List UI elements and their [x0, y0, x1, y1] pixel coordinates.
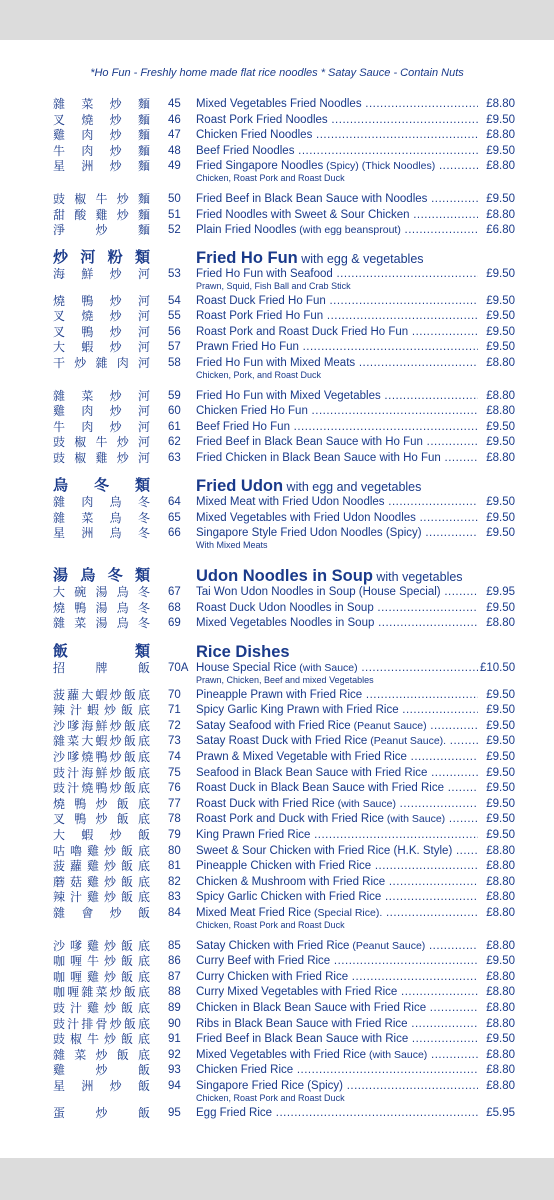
item-description: Satay Roast Duck with Fried Rice (Peanut Sauce). ..... [196, 734, 478, 748]
item-price: £8.80 [486, 405, 515, 418]
item-number: 59 [168, 389, 181, 402]
item-number: 74 [168, 751, 181, 763]
item-description: Fried Chicken in Black Bean Sauce with Ho Fun ..... [196, 451, 478, 465]
item-number: 55 [168, 310, 181, 323]
menu-item[interactable] [0, 293, 554, 309]
item-description: Egg Fried Rice ..... [196, 1106, 478, 1120]
item-number: 90 [168, 1017, 181, 1030]
item-price: £8.80 [486, 986, 515, 999]
item-chinese-name: 咖喱牛炒飯底 [53, 954, 150, 969]
item-description: Roast Duck Udon Noodles in Soup ..... [196, 601, 478, 615]
item-number: 45 [168, 98, 181, 110]
item-description: Spicy Garlic King Prawn with Fried Rice ..... [196, 703, 478, 717]
menu-item[interactable] [0, 874, 554, 890]
item-description: Singapore Fried Rice (Spicy) ..... [196, 1079, 478, 1093]
item-chinese-name: 豉椒牛炒麵 [53, 192, 150, 206]
item-number: 81 [168, 860, 181, 873]
item-number: 60 [168, 405, 181, 418]
item-price: £9.50 [486, 719, 515, 732]
item-chinese-name: 雜菜炒飯底 [53, 1047, 150, 1062]
item-number: 66 [168, 527, 181, 540]
item-price: £9.50 [486, 294, 515, 307]
item-number: 63 [168, 452, 181, 464]
section-title: Rice Dishes [196, 643, 290, 661]
item-price: £9.50 [486, 797, 515, 810]
item-description: Tai Won Udon Noodles in Soup (House Special) ..... [196, 585, 478, 599]
item-price: £8.80 [486, 208, 515, 221]
item-description: Fried Beef in Black Bean Sauce with Ho Fun ..... [196, 435, 478, 449]
item-description: Satay Seafood with Fried Rice (Peanut Sauce) ..... [196, 719, 478, 733]
item-number: 82 [168, 875, 181, 888]
item-chinese-name: 雜肉烏冬 [53, 495, 150, 509]
item-chinese-name: 大碗湯烏冬 [53, 585, 150, 599]
menu-item[interactable] [0, 889, 554, 905]
menu-item[interactable] [0, 207, 554, 223]
item-number: 56 [168, 325, 181, 338]
item-price: £8.80 [486, 1080, 515, 1092]
menu-item[interactable] [0, 494, 554, 510]
item-price: £8.80 [486, 1002, 515, 1014]
menu-item[interactable] [0, 127, 554, 143]
item-price: £9.95 [486, 586, 515, 598]
item-number: 78 [168, 813, 181, 826]
item-number: 61 [168, 420, 181, 433]
item-price: £9.50 [486, 782, 515, 795]
item-number: 71 [168, 704, 181, 717]
item-description: Curry Chicken with Fried Rice ..... [196, 970, 478, 984]
menu-item[interactable] [0, 1078, 554, 1094]
menu-item[interactable] [0, 1031, 554, 1047]
item-chinese-name: 星洲炒飯 [53, 1079, 150, 1093]
item-description: Curry Mixed Vegetables with Fried Rice ..... [196, 985, 478, 999]
item-number: 53 [168, 268, 181, 280]
menu-item[interactable] [0, 308, 554, 324]
item-price: £8.80 [486, 357, 515, 369]
menu-item[interactable] [0, 827, 554, 843]
menu-item[interactable] [0, 733, 554, 749]
menu-item[interactable] [0, 858, 554, 874]
menu-item[interactable] [0, 1000, 554, 1016]
item-chinese-name: 牛肉炒河 [53, 419, 150, 434]
item-price: £8.80 [486, 389, 515, 402]
item-number: 47 [168, 129, 181, 142]
item-number: 64 [168, 496, 181, 508]
item-price: £8.80 [486, 129, 515, 142]
item-price: £9.50 [486, 268, 515, 280]
item-price: £9.50 [486, 751, 515, 763]
menu-item[interactable] [0, 796, 554, 812]
item-chinese-name: 沙嗲海鮮炒飯底 [53, 718, 150, 733]
item-chinese-name: 咖喱雜菜炒飯底 [53, 985, 150, 1000]
item-chinese-name: 雞炒飯 [53, 1063, 150, 1078]
menu-item[interactable] [0, 600, 554, 616]
item-chinese-name: 叉燒炒河 [53, 309, 150, 324]
item-description: Plain Fried Noodles (with egg beansprout) ..... [196, 223, 478, 237]
item-chinese-name: 蛋炒飯 [53, 1105, 150, 1120]
item-chinese-name: 雞肉炒麵 [53, 128, 150, 143]
menu-item[interactable] [0, 355, 554, 371]
item-price: £9.50 [486, 813, 515, 826]
item-description: House Special Rice (with Sauce) ..... [196, 661, 478, 675]
menu-item[interactable] [0, 96, 554, 112]
item-chinese-name: 招牌飯 [53, 661, 150, 675]
item-number: 65 [168, 511, 181, 524]
item-description: Fried Ho Fun with Mixed Meats ..... [196, 356, 478, 370]
item-number: 70 [168, 688, 181, 701]
item-detail: Chicken, Roast Pork and Roast Duck [196, 173, 345, 183]
item-number: 46 [168, 113, 181, 126]
item-chinese-name: 豉椒牛炒河 [53, 435, 150, 450]
item-number: 58 [168, 357, 181, 369]
item-description: Singapore Style Fried Udon Noodles (Spicy) ..... [196, 526, 478, 540]
item-price: £8.80 [486, 1017, 515, 1030]
section-subtitle: with vegetables [372, 570, 463, 584]
item-price: £9.50 [486, 704, 515, 717]
item-price: £8.80 [486, 98, 515, 110]
item-chinese-name: 菠蘿雞炒飯底 [53, 859, 150, 874]
menu-item[interactable] [0, 191, 554, 207]
item-price: £8.80 [486, 891, 515, 904]
item-number: 75 [168, 766, 181, 779]
item-chinese-name: 雜菜炒麵 [53, 97, 150, 111]
item-chinese-name: 豉汁燒鴨炒飯底 [53, 781, 150, 796]
item-number: 51 [168, 208, 181, 221]
menu-item[interactable] [0, 811, 554, 827]
menu-item[interactable] [0, 112, 554, 128]
section-subtitle: with egg and vegetables [283, 480, 422, 494]
item-chinese-name: 雞肉炒河 [53, 404, 150, 419]
item-note: (with Sauce) [334, 797, 396, 810]
item-note: (Peanut Sauce) [349, 939, 426, 952]
item-description: Chicken in Black Bean Sauce with Fried Rice ..... [196, 1001, 478, 1015]
item-note: (with Sauce) [383, 813, 446, 826]
item-note: (Peanut Sauce) [350, 719, 427, 732]
menu-item[interactable] [0, 158, 554, 174]
item-price: £6.80 [486, 224, 515, 237]
item-detail: Chicken, Roast Pork and Roast Duck [196, 919, 345, 930]
item-price: £8.80 [486, 860, 515, 873]
item-price: £9.50 [486, 436, 515, 449]
item-chinese-name: 豉汁海鮮炒飯底 [53, 765, 150, 780]
item-number: 92 [168, 1048, 181, 1061]
item-number: 54 [168, 294, 181, 307]
item-price: £9.50 [486, 310, 515, 323]
item-description: Fried Ho Fun with Mixed Vegetables ..... [196, 389, 478, 403]
item-detail: With Mixed Meats [196, 539, 268, 550]
item-chinese-name: 蘑菇雞炒飯底 [53, 874, 150, 889]
menu-item[interactable] [0, 434, 554, 450]
bottom-bar [0, 1158, 554, 1200]
item-number: 79 [168, 829, 181, 841]
item-chinese-name: 燒鴨炒河 [53, 293, 150, 308]
item-chinese-name: 燒鴨湯烏冬 [53, 600, 150, 615]
item-price: £8.80 [486, 875, 515, 888]
item-detail: Prawn, Chicken, Beef and mixed Vegetables [196, 674, 374, 685]
item-price: £8.80 [486, 617, 515, 630]
item-chinese-name: 星洲烏冬 [53, 526, 150, 541]
item-description: Satay Chicken with Fried Rice (Peanut Sauce) ..... [196, 939, 478, 953]
menu-item[interactable] [0, 266, 554, 282]
item-note: (Peanut Sauce). [367, 735, 447, 748]
menu-item[interactable] [0, 1047, 554, 1063]
item-description: Ribs in Black Bean Sauce with Fried Rice ..... [196, 1017, 478, 1031]
item-number: 80 [168, 844, 181, 857]
section-chinese-title: 烏冬類 [53, 477, 150, 494]
item-price: £10.50 [480, 662, 516, 674]
item-chinese-name: 大蝦炒河 [53, 340, 150, 355]
item-number: 72 [168, 719, 181, 732]
menu-item[interactable] [0, 143, 554, 159]
item-price: £8.80 [486, 907, 515, 919]
item-price: £8.80 [486, 160, 515, 173]
item-chinese-name: 叉燒炒麵 [53, 112, 150, 127]
item-note: (with Sauce) [366, 1048, 428, 1061]
item-chinese-name: 雜菜大蝦炒飯底 [53, 734, 150, 749]
item-number: 91 [168, 1033, 181, 1046]
menu-item[interactable] [0, 615, 554, 631]
menu-item[interactable] [0, 525, 554, 541]
item-description: Fried Noodles with Sweet & Sour Chicken ..... [196, 208, 478, 222]
item-description: Beef Fried Noodles ..... [196, 144, 478, 158]
section-chinese-title: 湯烏冬類 [53, 567, 150, 584]
item-description: Pineapple Prawn with Fried Rice ..... [196, 688, 478, 702]
menu-item[interactable] [0, 584, 554, 600]
item-number: 77 [168, 797, 181, 810]
item-description: Roast Duck with Fried Rice (with Sauce) ..... [196, 797, 478, 811]
menu-item[interactable] [0, 765, 554, 781]
item-description: Chicken Fried Noodles ..... [196, 128, 478, 142]
item-chinese-name: 辣汁蝦炒飯底 [53, 703, 150, 718]
item-price: £8.80 [486, 1064, 515, 1077]
item-price: £9.50 [486, 193, 515, 205]
item-price: £9.50 [486, 341, 515, 354]
item-chinese-name: 雜菜湯烏冬 [53, 616, 150, 631]
menu-item[interactable] [0, 749, 554, 765]
item-chinese-name: 牛肉炒麵 [53, 143, 150, 158]
item-description: Mixed Meat Fried Rice (Special Rice). ..... [196, 906, 478, 920]
menu-item[interactable] [0, 938, 554, 954]
item-description: Roast Pork and Roast Duck Fried Ho Fun ..... [196, 325, 478, 339]
item-chinese-name: 辣汁雞炒飯底 [53, 890, 150, 905]
item-chinese-name: 大蝦炒飯 [53, 828, 150, 842]
item-price: £9.50 [486, 511, 515, 524]
item-number: 68 [168, 601, 181, 614]
section-subtitle: with egg & vegetables [297, 252, 424, 266]
item-chinese-name: 咕嚕雞炒飯底 [53, 843, 150, 858]
item-number: 62 [168, 436, 181, 449]
item-description: Seafood in Black Bean Sauce with Fried Rice ..... [196, 766, 478, 780]
item-description: Roast Pork and Duck with Fried Rice (with Sauce) ..... [196, 812, 478, 826]
item-description: Curry Beef with Fried Rice ..... [196, 954, 478, 968]
item-price: £9.50 [486, 144, 515, 157]
item-chinese-name: 淨炒麵 [53, 223, 150, 238]
menu-item[interactable] [0, 450, 554, 466]
item-price: £9.50 [486, 496, 515, 508]
menu-item[interactable] [0, 905, 554, 921]
menu-item[interactable] [0, 1062, 554, 1078]
item-number: 70A [168, 662, 189, 674]
item-description: Sweet & Sour Chicken with Fried Rice (H.K. Style) ..... [196, 844, 478, 858]
item-detail: Prawn, Squid, Fish Ball and Crab Stick [196, 280, 351, 291]
item-chinese-name: 干炒雜肉河 [53, 356, 150, 370]
item-number: 83 [168, 891, 181, 904]
item-price: £9.50 [486, 113, 515, 126]
item-chinese-name: 叉鴨炒飯底 [53, 812, 150, 827]
item-price: £8.80 [486, 452, 515, 464]
item-description: Roast Pork Fried Noodles ..... [196, 113, 478, 127]
item-price: £9.50 [486, 766, 515, 779]
item-number: 85 [168, 939, 181, 952]
menu-item[interactable] [0, 1105, 554, 1121]
item-description: Prawn Fried Ho Fun ..... [196, 340, 478, 354]
item-price: £8.80 [486, 939, 515, 952]
menu-item[interactable] [0, 324, 554, 340]
item-description: Mixed Vegetables Noodles in Soup ..... [196, 616, 478, 630]
item-detail: Chicken, Pork, and Roast Duck [196, 369, 322, 380]
item-chinese-name: 叉鴨炒河 [53, 324, 150, 339]
menu-item[interactable] [0, 687, 554, 703]
item-number: 52 [168, 224, 181, 237]
menu-item[interactable] [0, 843, 554, 859]
section-title: Fried Udon with egg and vegetables [196, 477, 422, 495]
item-price: £8.80 [486, 970, 515, 983]
item-chinese-name: 豉汁排骨炒飯底 [53, 1016, 150, 1031]
menu-item[interactable] [0, 969, 554, 985]
item-price: £9.50 [486, 735, 515, 748]
menu-item[interactable] [0, 702, 554, 718]
item-price: £9.50 [486, 829, 515, 841]
item-description: Roast Duck in Black Bean Sauce with Fried Rice ..... [196, 781, 478, 795]
menu-item[interactable] [0, 660, 554, 676]
item-number: 76 [168, 782, 181, 795]
item-chinese-name: 豉汁雞炒飯底 [53, 1001, 150, 1015]
section-chinese-title: 炒河粉類 [53, 249, 150, 266]
menu-item[interactable] [0, 419, 554, 435]
item-note: (Spicy) (Thick Noodles) [323, 160, 436, 173]
item-description: Roast Duck Fried Ho Fun ..... [196, 294, 478, 308]
item-price: £9.50 [486, 527, 515, 540]
item-description: Mixed Vegetables with Fried Udon Noodles ..... [196, 511, 478, 525]
menu-item[interactable] [0, 403, 554, 419]
item-number: 87 [168, 970, 181, 983]
item-description: Prawn & Mixed Vegetable with Fried Rice ..... [196, 750, 478, 764]
item-number: 88 [168, 986, 181, 999]
item-chinese-name: 咖喱雞炒飯底 [53, 969, 150, 984]
item-number: 49 [168, 160, 181, 173]
menu-item[interactable] [0, 222, 554, 238]
item-chinese-name: 海鮮炒河 [53, 267, 150, 281]
item-number: 93 [168, 1064, 181, 1077]
item-note: (with Sauce) [296, 662, 358, 674]
item-chinese-name: 雜菜烏冬 [53, 510, 150, 525]
item-detail: Chicken, Roast Pork and Roast Duck [196, 1092, 345, 1103]
menu-item[interactable] [0, 388, 554, 404]
menu-item[interactable] [0, 780, 554, 796]
menu-item[interactable] [0, 718, 554, 734]
item-price: £5.95 [486, 1106, 515, 1119]
item-price: £9.50 [486, 955, 515, 968]
item-price: £9.50 [486, 420, 515, 433]
menu-item[interactable] [0, 339, 554, 355]
item-number: 95 [168, 1106, 181, 1119]
item-chinese-name: 燒鴨炒飯底 [53, 796, 150, 811]
item-description: Mixed Vegetables Fried Noodles ..... [196, 97, 478, 111]
menu-item[interactable] [0, 953, 554, 969]
item-description: Spicy Garlic Chicken with Fried Rice ..... [196, 890, 478, 904]
menu-item[interactable] [0, 510, 554, 526]
item-chinese-name: 雜菜炒河 [53, 388, 150, 403]
item-price: £9.50 [486, 1033, 515, 1046]
item-number: 84 [168, 907, 181, 919]
item-price: £8.80 [486, 844, 515, 857]
item-chinese-name: 甜酸雞炒麵 [53, 207, 150, 222]
menu-note: *Ho Fun - Freshly home made flat rice noodles * Satay Sauce - Contain Nuts [90, 67, 464, 79]
item-note: (Special Rice). [311, 907, 383, 919]
item-chinese-name: 星洲炒麵 [53, 159, 150, 174]
item-description: Chicken Fried Ho Fun ..... [196, 404, 478, 418]
item-chinese-name: 沙嗲雞炒飯底 [53, 938, 150, 953]
item-description: Beef Fried Ho Fun ..... [196, 420, 478, 434]
item-note: (with egg beansprout) [296, 224, 401, 237]
item-description: Mixed Meat with Fried Udon Noodles ..... [196, 495, 478, 509]
item-description: Fried Beef in Black Bean Sauce with Rice ..... [196, 1032, 478, 1046]
section-chinese-title: 飯類 [53, 643, 150, 660]
item-chinese-name: 菠蘿大蝦炒飯底 [53, 687, 150, 702]
item-number: 94 [168, 1080, 181, 1092]
item-number: 89 [168, 1002, 181, 1014]
item-number: 50 [168, 193, 181, 205]
item-description: Fried Ho Fun with Seafood ..... [196, 267, 478, 281]
menu-item[interactable] [0, 1016, 554, 1032]
item-price: £9.50 [486, 325, 515, 338]
item-chinese-name: 雜會炒飯 [53, 906, 150, 920]
item-price: £9.50 [486, 601, 515, 614]
item-chinese-name: 沙嗲燒鴨炒飯底 [53, 750, 150, 764]
item-number: 69 [168, 617, 181, 630]
item-description: King Prawn Fried Rice ..... [196, 828, 478, 842]
item-description: Chicken & Mushroom with Fried Rice ..... [196, 875, 478, 889]
section-title: Udon Noodles in Soup with vegetables [196, 567, 463, 585]
item-description: Roast Pork Fried Ho Fun ..... [196, 309, 478, 323]
item-number: 48 [168, 144, 181, 157]
item-number: 67 [168, 586, 181, 598]
item-chinese-name: 豉椒牛炒飯底 [53, 1032, 150, 1047]
item-description: Chicken Fried Rice ..... [196, 1063, 478, 1077]
menu-item[interactable] [0, 984, 554, 1000]
item-number: 86 [168, 955, 181, 968]
item-number: 57 [168, 341, 181, 354]
item-description: Fried Singapore Noodles (Spicy) (Thick Noodles) ..... [196, 159, 478, 173]
section-title: Fried Ho Fun with egg & vegetables [196, 249, 424, 267]
item-chinese-name: 豉椒雞炒河 [53, 451, 150, 465]
item-description: Fried Beef in Black Bean Sauce with Noodles ..... [196, 192, 478, 206]
item-number: 73 [168, 735, 181, 748]
item-description: Pineapple Chicken with Fried Rice ..... [196, 859, 478, 873]
item-description: Mixed Vegetables with Fried Rice (with Sauce) ..... [196, 1048, 478, 1062]
item-price: £8.80 [486, 1048, 515, 1061]
item-price: £9.50 [486, 688, 515, 701]
